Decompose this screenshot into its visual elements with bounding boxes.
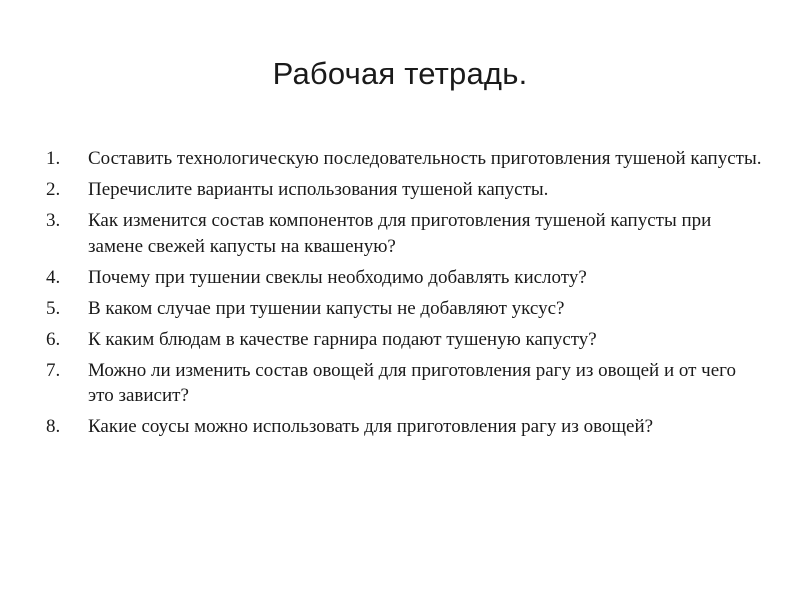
item-text: Составить технологическую последовательность приготовления тушеной капусты.: [88, 148, 762, 169]
item-text: Почему при тушении свеклы необходимо добавлять кислоту?: [88, 266, 587, 288]
item-number: 6.: [46, 328, 61, 350]
item-number: 8.: [46, 416, 61, 437]
item-text: В каком случае при тушении капусты не добавляют уксус?: [88, 297, 565, 319]
list-item: [46, 358, 766, 409]
item-number: 1.: [46, 148, 61, 169]
list-item: [46, 208, 766, 259]
item-number: 4.: [46, 266, 61, 288]
item-number: 7.: [46, 359, 61, 381]
item-number: 2.: [46, 179, 61, 200]
page-title: Рабочая тетрадь.: [272, 56, 528, 91]
item-text: Можно ли изменить состав овощей для приготовления рагу из овощей и от чего это зависит?: [88, 359, 736, 406]
list-item: [46, 146, 766, 172]
item-number: 3.: [46, 210, 61, 231]
item-text: Перечислите варианты использования тушеной капусты.: [88, 179, 549, 200]
list-item: [46, 296, 766, 322]
item-text: Какие соусы можно использовать для приготовления рагу из овощей?: [88, 416, 654, 437]
list-item: [46, 177, 766, 203]
question-list: [46, 146, 766, 445]
item-text: К каким блюдам в качестве гарнира подают тушеную капусту?: [88, 328, 597, 350]
list-item: [46, 414, 766, 440]
item-text: Как изменится состав компонентов для приготовления тушеной капусты при замене свежей капусты на квашеную?: [88, 210, 712, 257]
list-item: [46, 327, 766, 353]
item-number: 5.: [46, 297, 61, 319]
list-item: [46, 265, 766, 291]
